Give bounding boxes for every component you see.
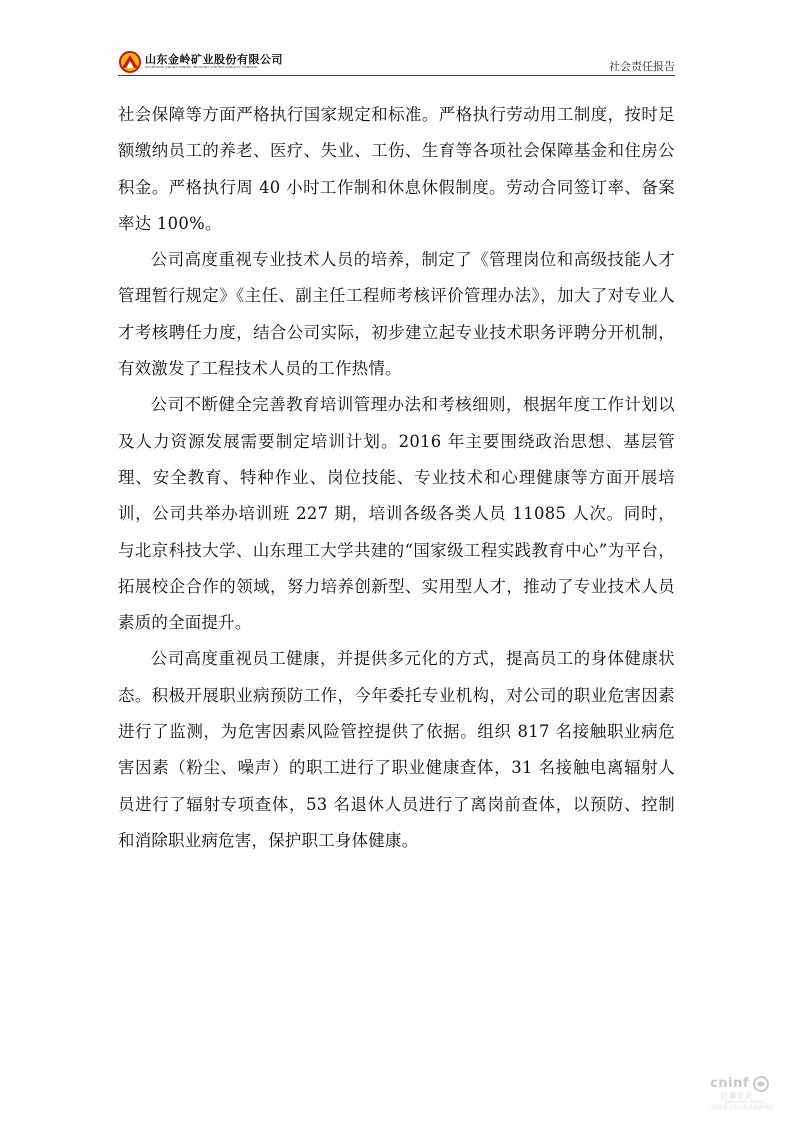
paragraph-social-security: 社会保障等方面严格执行国家规定和标准。严格执行劳动用工制度，按时足额缴纳员工的养老、医疗、失业、工伤、生育等各项社会保障基金和住房公积金。严格执行周 40 小时工作制和休息休假制度。劳动合同签订率、备案率达 100%。 <box>118 105 675 233</box>
watermark-tagline: 中国证监会指定信息披露网站 <box>707 1105 773 1111</box>
watermark-brand: cninf <box>710 1076 749 1091</box>
company-name-english: SHANDONG JINLING MINING INDUSTRY LIMITED LIABILITY COMPANY <box>145 65 259 69</box>
paragraph-employee-health: 公司高度重视员工健康，并提供多元化的方式，提高员工的身体健康状态。积极开展职业病预防工作，今年委托专业机构，对公司的职业危害因素进行了监测，为危害因素风险管控提供了依据。组织 817 名接触职业病危害因素（粉尘、噪声）的职工进行了职业健康查体，31 名接触电离辐射人员进行了辐射专项查体，53 名退休人员进行了离岗前查体，以预防、控制和消除职业病危害，保护职工身体健康。 <box>118 649 675 850</box>
paragraph-training: 公司不断健全完善教育培训管理办法和考核细则，根据年度工作计划以及人力资源发展需要制定培训计划。2016 年主要围绕政治思想、基层管理、安全教育、特种作业、岗位技能、专业技术和心理健康等方面开展培训，公司共举办培训班 227 期，培训各级各类人员 11085 人次。同时，与北京科技大学、山东理工大学共建的“国家级工程实践教育中心”为平台，拓展校企合作的领域，努力培养创新型、实用型人才，推动了专业技术人员素质的全面提升。 <box>118 395 675 633</box>
report-body <box>118 97 675 859</box>
paragraph-talent-cultivation: 公司高度重视专业技术人员的培养，制定了《管理岗位和高级技能人才管理暂行规定》《主任、副主任工程师考核评价管理办法》，加大了对专业人才考核聘任力度，结合公司实际，初步建立起专业技术职务评聘分开机制，有效激发了工程技术人员的工作热情。 <box>118 250 675 379</box>
watermark-subtitle: 巨潮资讯 <box>721 1092 753 1100</box>
company-logo-icon <box>118 51 142 73</box>
header-divider <box>118 75 675 76</box>
page-header <box>118 50 675 74</box>
company-name: 山东金岭矿业股份有限公司 <box>145 53 283 66</box>
cninfo-logo-icon <box>753 1076 769 1092</box>
cninfo-watermark <box>653 1076 773 1110</box>
report-title: 社会责任报告 <box>609 60 675 73</box>
watermark-url: www.cninfo.com.cn <box>724 1099 763 1104</box>
